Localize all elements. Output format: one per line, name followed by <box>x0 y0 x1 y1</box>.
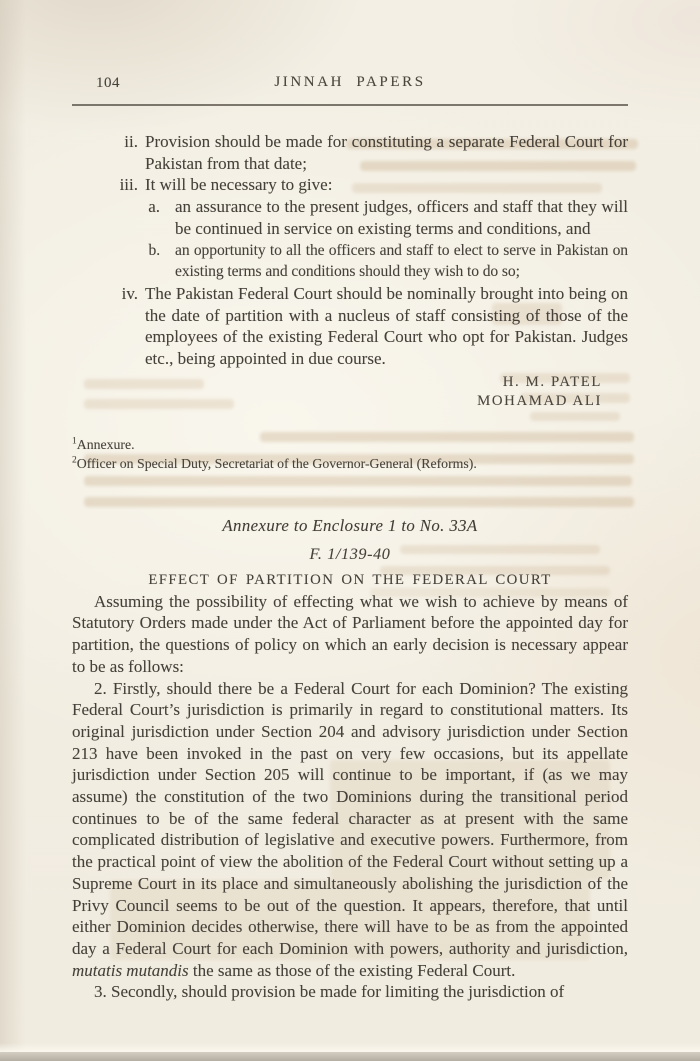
list-marker: ii. <box>124 132 138 151</box>
paragraph-1: Assuming the possibility of effecting what we wish to achieve by means of Statutory Orders made under the Act of Parliament before the appointed day for partition, the questions of policy on which an early decision is necessary appear to be as follows: <box>72 591 628 676</box>
header-rule <box>72 104 628 106</box>
list-item-a <box>72 196 628 239</box>
file-number: F. 1/139-40 <box>309 544 391 563</box>
list-marker: b. <box>148 241 160 259</box>
enclosure-list <box>72 131 628 370</box>
list-marker: a. <box>148 197 160 217</box>
paragraph-2-text: the same as those of the existing Federal Court. <box>188 960 516 980</box>
list-item-text: an opportunity to all the officers and staff to elect to serve in Pakistan on existing terms and conditions should they wish to do so; <box>175 241 628 281</box>
list-item-iii <box>72 174 628 196</box>
list-item-iv <box>72 283 628 370</box>
list-item-text: The Pakistan Federal Court should be nominally brought into being on the date of partition with a nucleus of staff consisting of those of the employees of the existing Federal Court who opt for Pakistan. Judges etc., being appointed in due course. <box>145 283 628 369</box>
running-header <box>72 74 628 94</box>
page-left-edge-shading <box>0 0 26 1061</box>
list-item-ii <box>72 131 628 174</box>
footnote-marker: 1 <box>72 436 77 447</box>
latin-phrase: mutatis mutandis <box>72 960 189 980</box>
paragraph-3: 3. Secondly, should provision be made for limiting the jurisdiction of <box>94 982 565 1002</box>
paragraph-2 <box>72 678 628 982</box>
list-marker: iii. <box>119 175 138 195</box>
signature-block <box>72 373 628 412</box>
signature-name: MOHAMAD ALI <box>477 393 602 410</box>
footnote-text: Officer on Special Duty, Secretariat of the Governor-General (Reforms). <box>76 456 477 472</box>
list-item-text: Provision should be made for constituting a separate Federal Court for Pakistan from that date; <box>145 132 628 173</box>
list-marker: iv. <box>121 283 138 303</box>
paragraph-2-text: 2. Firstly, should there be a Federal Court for each Dominion? The existing Federal Court’s jurisdiction is primarily in regard to constitutional matters. Its original jurisdiction under Section 204 and advisory jurisdiction under Section 213 have been invoked in the past on very few occasions, but its appellate jurisdiction under Section 205 will continue to be important, if (as we may assume) the constitution of the two Dominions during the transitional period continues to be of the same federal character as at present with the same complicated distribution of legislative and executive powers. Furthermore, from the practical point of view the abolition of the Federal Court without setting up a Supreme Court in its place and simultaneously abolishing the jurisdiction of the Privy Council seems to be out of the question. It appears, therefore, that until either Dominion decides otherwise, there will have to be as from the appointed day a Federal Court for each Dominion with powers, authority and jurisdiction, <box>72 678 628 958</box>
footnote <box>72 454 628 474</box>
page-bottom-highlight <box>0 1043 700 1052</box>
list-item-text: It will be necessary to give: <box>145 175 333 195</box>
document-title: EFFECT OF PARTITION ON THE FEDERAL COURT <box>148 571 552 588</box>
signature-name: H. M. PATEL <box>502 373 602 390</box>
list-item-b <box>72 240 628 283</box>
annexure-heading: Annexure to Enclosure 1 to No. 33A <box>222 515 478 535</box>
footnote-text: Annexure. <box>76 436 135 452</box>
page-bottom-edge <box>0 1052 700 1061</box>
list-item-text: an assurance to the present judges, officers and staff that they will be continued in service on existing terms and conditions, and <box>175 197 628 238</box>
footnote-marker: 2 <box>72 455 77 466</box>
running-title: JINNAH PAPERS <box>274 74 426 90</box>
footnote <box>72 435 628 455</box>
page-number: 104 <box>96 75 120 91</box>
footnotes <box>72 435 628 474</box>
page-content <box>72 74 628 1003</box>
